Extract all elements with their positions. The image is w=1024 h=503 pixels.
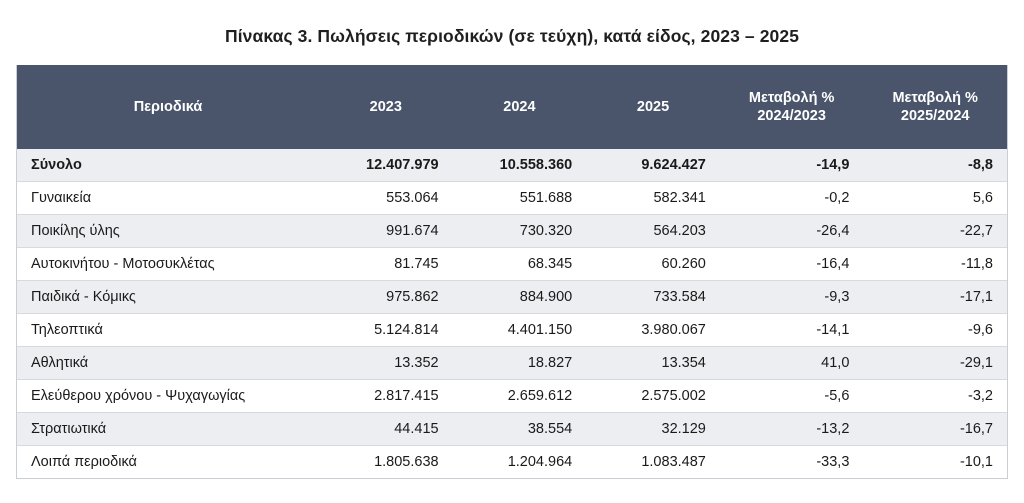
cell-2024: 551.688 — [453, 182, 587, 215]
column-header-category: Περιοδικά — [17, 65, 319, 149]
row-label: Αυτοκινήτου - Μοτοσυκλέτας — [17, 248, 319, 281]
cell-2023: 975.862 — [319, 281, 453, 314]
cell-change-2024-2023: -33,3 — [720, 446, 864, 479]
table-row — [17, 281, 1007, 314]
cell-2023: 13.352 — [319, 347, 453, 380]
cell-change-2025-2024: -22,7 — [863, 215, 1007, 248]
table-row — [17, 314, 1007, 347]
cell-2024: 2.659.612 — [453, 380, 587, 413]
cell-change-2024-2023: -9,3 — [720, 281, 864, 314]
cell-2025: 3.980.067 — [586, 314, 720, 347]
table-row — [17, 149, 1007, 182]
change-2024-2023-line1: Μεταβολή % — [748, 89, 835, 106]
cell-change-2025-2024: -11,8 — [863, 248, 1007, 281]
cell-2025: 2.575.002 — [586, 380, 720, 413]
column-header-2024: 2024 — [453, 65, 587, 149]
cell-2023: 5.124.814 — [319, 314, 453, 347]
table-body — [17, 149, 1007, 478]
row-label: Λοιπά περιοδικά — [17, 446, 319, 479]
cell-2024: 68.345 — [453, 248, 587, 281]
cell-2025: 32.129 — [586, 413, 720, 446]
change-2025-2024-line2: 2025/2024 — [900, 108, 970, 124]
cell-2024: 1.204.964 — [453, 446, 587, 479]
cell-2024: 10.558.360 — [453, 149, 587, 182]
column-header-2023: 2023 — [319, 65, 453, 149]
cell-2023: 553.064 — [319, 182, 453, 215]
row-label: Γυναικεία — [17, 182, 319, 215]
cell-change-2024-2023: -13,2 — [720, 413, 864, 446]
cell-2024: 38.554 — [453, 413, 587, 446]
change-2025-2024-line1: Μεταβολή % — [892, 89, 978, 106]
cell-change-2024-2023: 41,0 — [720, 347, 864, 380]
cell-change-2024-2023: -5,6 — [720, 380, 864, 413]
table-row — [17, 248, 1007, 281]
cell-change-2025-2024: -8,8 — [863, 149, 1007, 182]
cell-2024: 18.827 — [453, 347, 587, 380]
cell-change-2025-2024: -10,1 — [863, 446, 1007, 479]
column-header-change-2024-2023 — [720, 65, 864, 149]
table-row — [17, 215, 1007, 248]
page-title: Πίνακας 3. Πωλήσεις περιοδικών (σε τεύχη), κατά είδος, 2023 – 2025 — [224, 26, 800, 46]
cell-change-2025-2024: -29,1 — [863, 347, 1007, 380]
cell-2024: 884.900 — [453, 281, 587, 314]
cell-2023: 12.407.979 — [319, 149, 453, 182]
cell-change-2024-2023: -14,9 — [720, 149, 864, 182]
cell-change-2024-2023: -0,2 — [720, 182, 864, 215]
cell-2023: 44.415 — [319, 413, 453, 446]
cell-2025: 9.624.427 — [586, 149, 720, 182]
cell-change-2024-2023: -16,4 — [720, 248, 864, 281]
table-row — [17, 413, 1007, 446]
cell-change-2025-2024: -3,2 — [863, 380, 1007, 413]
column-header-change-2025-2024 — [863, 65, 1007, 149]
cell-change-2025-2024: -16,7 — [863, 413, 1007, 446]
magazine-sales-table-container — [16, 65, 1008, 479]
cell-change-2025-2024: 5,6 — [863, 182, 1007, 215]
cell-2025: 564.203 — [586, 215, 720, 248]
row-label: Αθλητικά — [17, 347, 319, 380]
cell-change-2025-2024: -17,1 — [863, 281, 1007, 314]
cell-2023: 1.805.638 — [319, 446, 453, 479]
row-label: Ελεύθερου χρόνου - Ψυχαγωγίας — [17, 380, 319, 413]
cell-2025: 1.083.487 — [586, 446, 720, 479]
cell-2025: 733.584 — [586, 281, 720, 314]
table-row — [17, 347, 1007, 380]
row-label: Τηλεοπτικά — [17, 314, 319, 347]
row-label: Σύνολο — [17, 149, 319, 182]
cell-change-2024-2023: -26,4 — [720, 215, 864, 248]
magazine-sales-table — [17, 65, 1007, 478]
row-label: Στρατιωτικά — [17, 413, 319, 446]
row-label: Ποικίλης ύλης — [17, 215, 319, 248]
cell-2025: 582.341 — [586, 182, 720, 215]
column-header-2025: 2025 — [586, 65, 720, 149]
table-row — [17, 380, 1007, 413]
cell-2023: 2.817.415 — [319, 380, 453, 413]
cell-2024: 4.401.150 — [453, 314, 587, 347]
cell-change-2025-2024: -9,6 — [863, 314, 1007, 347]
cell-2024: 730.320 — [453, 215, 587, 248]
cell-2025: 13.354 — [586, 347, 720, 380]
table-row — [17, 182, 1007, 215]
table-row — [17, 446, 1007, 479]
cell-change-2024-2023: -14,1 — [720, 314, 864, 347]
cell-2025: 60.260 — [586, 248, 720, 281]
table-header — [17, 65, 1007, 149]
cell-2023: 991.674 — [319, 215, 453, 248]
row-label: Παιδικά - Κόμικς — [17, 281, 319, 314]
cell-2023: 81.745 — [319, 248, 453, 281]
change-2024-2023-line2: 2024/2023 — [757, 108, 826, 124]
header-row — [17, 65, 1007, 149]
